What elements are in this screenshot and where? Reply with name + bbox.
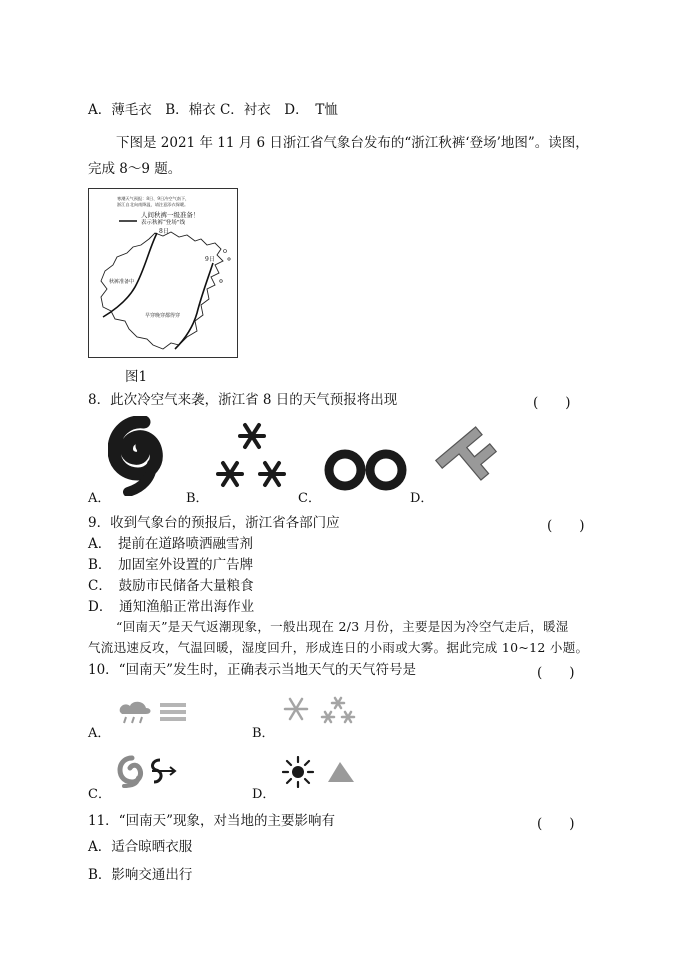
- map-legend-1: 人间秋裤一级准备！: [141, 211, 200, 219]
- q11-stem: 11．“回南天”现象，对当地的主要影响有: [88, 813, 335, 829]
- province-outline: [101, 232, 223, 349]
- q8-label-a: A．: [88, 491, 111, 506]
- q9-option-a: A． 提前在道路喷洒融雪剂: [88, 536, 253, 552]
- q10-label-c: C．: [88, 787, 111, 802]
- intro-line-2: 完成 8～9 题。: [88, 161, 182, 177]
- typhoon-icon: [108, 416, 164, 496]
- label-west: 秋裤准备中: [109, 279, 135, 285]
- day-9-line: [175, 263, 213, 349]
- q10-answer-paren: ( ): [537, 665, 575, 681]
- island: [224, 250, 227, 253]
- q8-answer-paren: ( ): [533, 395, 571, 411]
- q9-option-d: D． 通知渔船正常出海作业: [88, 599, 255, 615]
- intro2-line-2: 气流迅速反攻，气温回暖，湿度回升，形成连日的小雨或大雾。据此完成 10~12 小题。: [88, 640, 589, 655]
- cloudy-rain-fog-icon: [114, 698, 194, 726]
- figure-caption: 图1: [125, 369, 148, 385]
- wind-force-icon: [434, 420, 498, 492]
- q10-stem: 10．“回南天”发生时，正确表示当地天气的天气符号是: [88, 662, 416, 678]
- q8-label-c: C．: [298, 491, 321, 506]
- label-8: 8日: [159, 228, 169, 235]
- snow-gray-icon: [280, 695, 366, 727]
- q9-option-c: C． 鼓励市民储备大量粮食: [88, 578, 254, 594]
- q10-label-d: D．: [252, 787, 276, 802]
- q10-label-b: B．: [252, 726, 275, 741]
- q7-options: A．薄毛衣 B．棉衣 C．衬衣 D． T恤: [88, 102, 338, 118]
- island: [220, 280, 223, 283]
- q8-label-d: D．: [410, 491, 434, 506]
- q11-option-a: A．适合晾晒衣服: [88, 839, 193, 855]
- label-south: 早穿晚穿都得穿: [145, 313, 181, 319]
- sunny-hail-icon: [282, 756, 358, 788]
- q9-option-b: B． 加固室外设置的广告牌: [88, 557, 254, 573]
- q11-option-b: B．影响交通出行: [88, 867, 193, 883]
- map-legend-2: 表示秋裤“登场”线: [141, 220, 186, 226]
- q10-label-a: A．: [88, 726, 111, 741]
- map-note-1: 寒潮天气预报：8日、9日冷空气南下，: [117, 196, 190, 201]
- map-note-2: 浙江自北向南降温，请注意添衣保暖。: [117, 202, 189, 207]
- haze-icon: [324, 448, 408, 492]
- q11-answer-paren: ( ): [537, 816, 575, 832]
- q8-stem: 8．此次冷空气来袭，浙江省 8 日的天气预报将出现: [88, 392, 398, 408]
- day-8-line: [103, 233, 157, 317]
- q8-label-b: B．: [186, 491, 209, 506]
- q9-answer-paren: ( ): [547, 518, 585, 534]
- typhoon-sandstorm-icon: [116, 754, 180, 788]
- label-9: 9日: [205, 256, 215, 263]
- island: [228, 258, 230, 260]
- zhejiang-map-figure: [88, 188, 238, 358]
- intro2-line-1: “回南天”是天气返潮现象，一般出现在 2/3 月份，主要是因为冷空气走后，暖湿: [116, 619, 569, 634]
- q9-stem: 9．收到气象台的预报后，浙江省各部门应: [88, 515, 340, 531]
- snow-icon: [208, 422, 298, 492]
- intro-line-1: 下图是 2021 年 11 月 6 日浙江省气象台发布的“浙江秋裤‘登场’地图”。读图，: [116, 135, 589, 151]
